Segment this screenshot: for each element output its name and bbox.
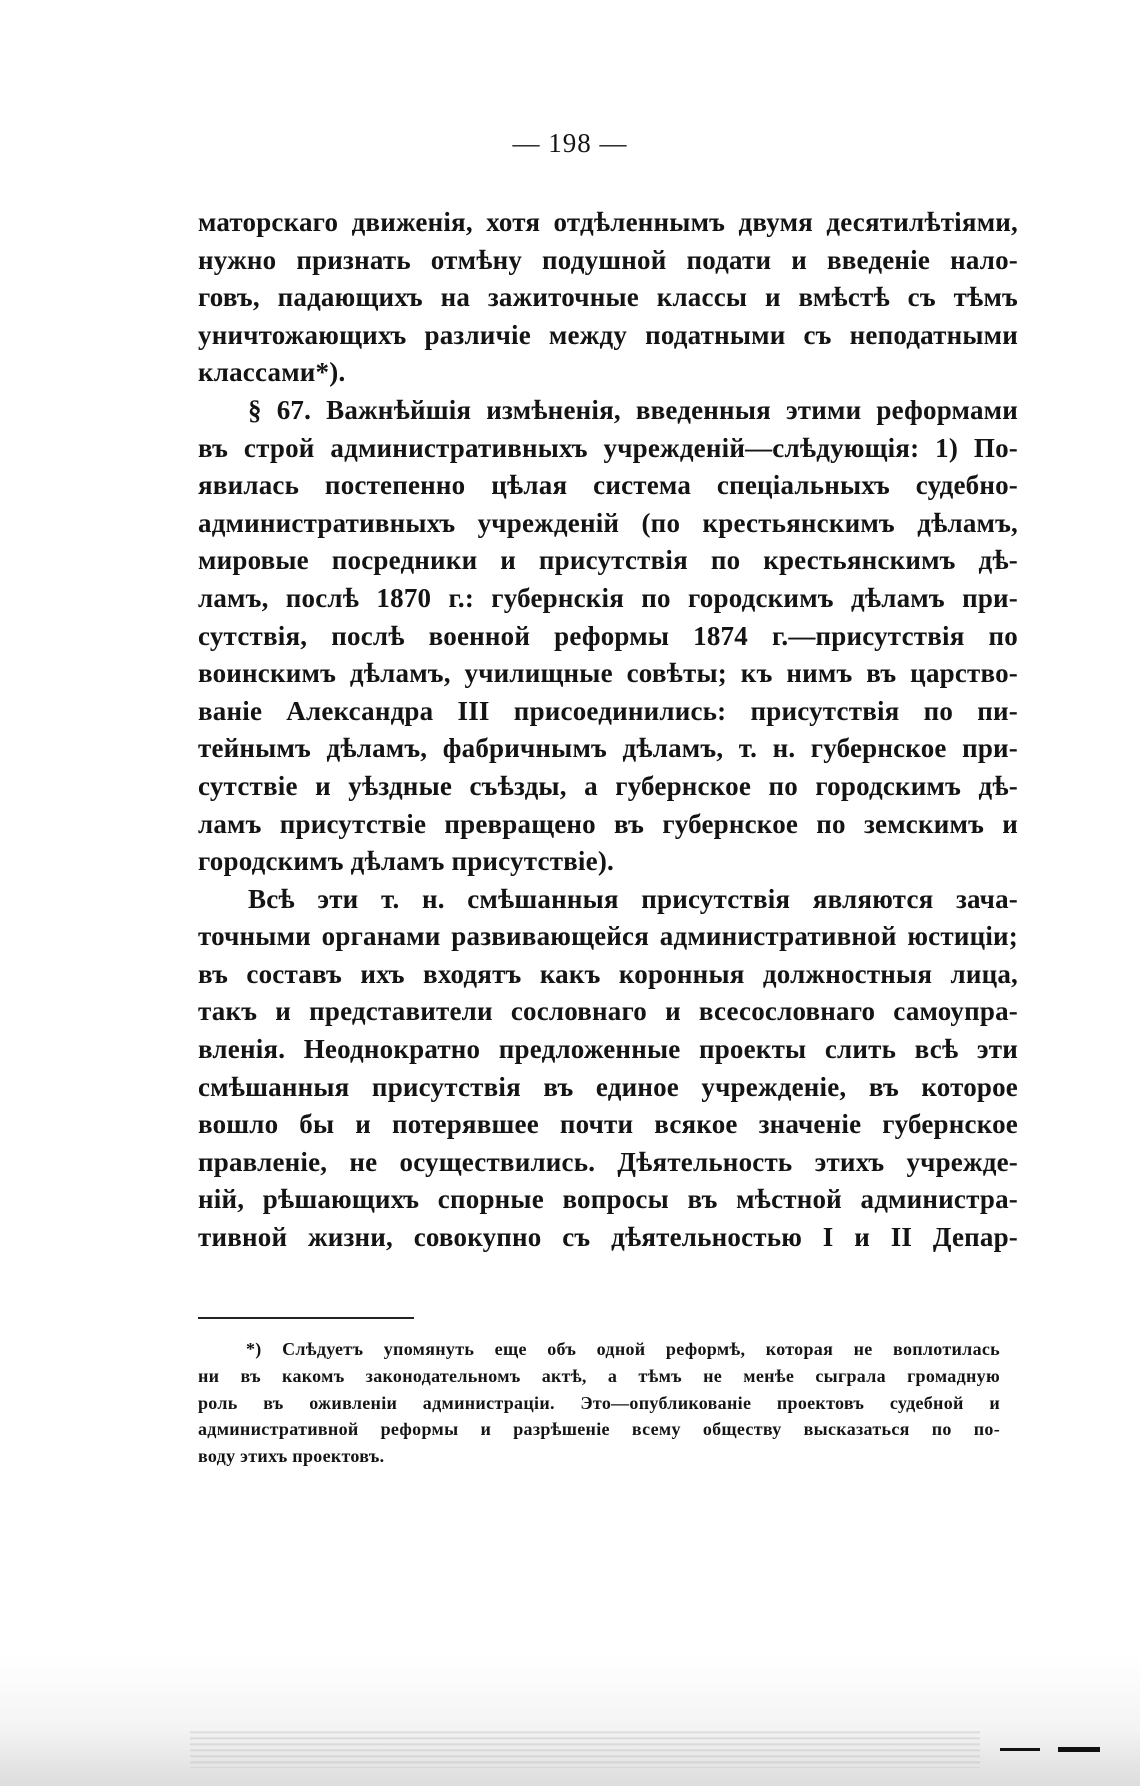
scan-edge-mark <box>1000 1748 1040 1751</box>
text-line: ваніе Александра III присоединились: присутствія по пи- <box>198 695 1018 726</box>
footnote-line: *) Слѣдуетъ упомянуть еще объ одной реформѣ, которая не воплотилась <box>246 1339 1000 1359</box>
text-line: воинскимъ дѣламъ, училищные совѣты; къ нимъ въ царство- <box>198 658 1018 689</box>
text-line: ламъ присутствіе превращено въ губернское по земскимъ и <box>198 808 1018 839</box>
paragraph-start: Всѣ эти т. н. смѣшанныя присутствія являются зача- <box>248 883 1018 914</box>
text-line: сутствіе и уѣздные съѣзды, а губернское по городскимъ дѣ- <box>198 770 1018 801</box>
text-line: нужно признать отмѣну подушной подати и введеніе нало- <box>198 244 1018 275</box>
footnote-line: роль въ оживленіи администраціи. Это—опубликованіе проектовъ судебной и <box>198 1392 1000 1413</box>
text-line: административныхъ учрежденій (по крестьянскимъ дѣламъ, <box>198 507 1018 538</box>
text-line: вленія. Неоднократно предложенные проекты слить всѣ эти <box>198 1034 1018 1065</box>
text-line: уничтожающихъ различіе между податными съ неподатными <box>198 319 1018 350</box>
text-line: мировые посредники и присутствія по крестьянскимъ дѣ- <box>198 545 1018 576</box>
text-line: точными органами развивающейся административной юстиціи; <box>198 921 1018 952</box>
text-line: тивной жизни, совокупно съ дѣятельностью I и II Депар- <box>198 1222 1018 1253</box>
text-line: въ строй административныхъ учрежденій—слѣдующія: 1) По- <box>198 432 1018 463</box>
footnote-divider <box>198 1317 414 1319</box>
text-line: ній, рѣшающихъ спорные вопросы въ мѣстной администра- <box>198 1184 1018 1215</box>
footnote-line: ни въ какомъ законодательномъ актѣ, а тѣмъ не менѣе сыграла громадную <box>198 1365 1000 1386</box>
text-line: городскимъ дѣламъ присутствіе). <box>198 846 614 877</box>
text-line: въ составъ ихъ входятъ какъ коронныя должностныя лица, <box>198 958 1018 989</box>
text-line: такъ и представители сословнаго и всесословнаго самоупра- <box>198 996 1018 1027</box>
footnote-line: воду этихъ проектовъ. <box>198 1446 385 1467</box>
text-line: явилась постепенно цѣлая система спеціальныхъ судебно- <box>198 470 1018 501</box>
scan-edge-streaks <box>190 1728 980 1768</box>
footnote <box>198 1336 1000 1470</box>
text-line: маторскаго движенія, хотя отдѣленнымъ двумя десятилѣтіями, <box>198 207 1018 237</box>
page-number: — 198 — <box>512 128 628 158</box>
paragraph-67-start: § 67. Важнѣйшія измѣненія, введенныя этими реформами <box>248 394 1018 425</box>
text-line: ламъ, послѣ 1870 г.: губернскія по городскимъ дѣламъ при- <box>198 582 1018 613</box>
text-line: говъ, падающихъ на зажиточные классы и вмѣстѣ съ тѣмъ <box>198 282 1018 313</box>
text-line: правленіе, не осуществились. Дѣятельность этихъ учрежде- <box>198 1146 1018 1177</box>
main-text <box>198 204 1018 1257</box>
text-line: вошло бы и потерявшее почти всякое значеніе губернское <box>198 1109 1018 1140</box>
text-line: тейнымъ дѣламъ, фабричнымъ дѣламъ, т. н. губернское при- <box>198 733 1018 764</box>
text-line: смѣшанныя присутствія въ единое учрежденіе, въ которое <box>198 1071 1018 1102</box>
scan-edge-mark <box>1058 1747 1100 1752</box>
footnote-line: административной реформы и разрѣшеніе всему обществу высказаться по по- <box>198 1419 1000 1440</box>
text-line: сутствія, послѣ военной реформы 1874 г.—присутствія по <box>198 620 1018 651</box>
text-line: классами*). <box>198 357 346 388</box>
